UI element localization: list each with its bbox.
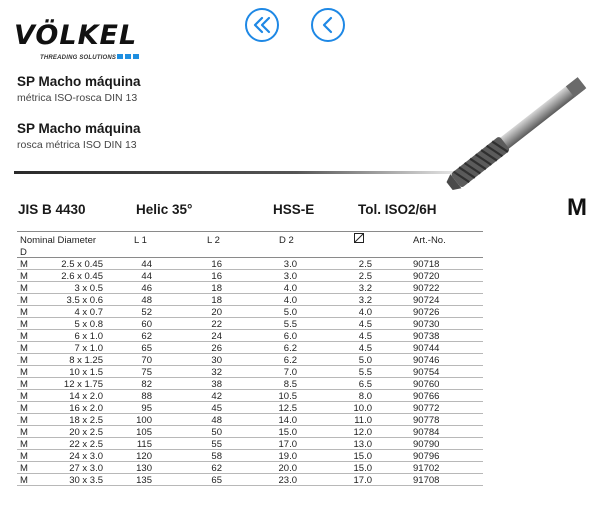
cell-size: 14 x 2.0 [69, 391, 103, 402]
header-d2: D 2 [279, 235, 294, 246]
cell-prefix: M [20, 319, 28, 330]
cell-art-no: 90772 [413, 403, 440, 414]
cell-square: 13.0 [353, 439, 372, 450]
cell-art-no: 90730 [413, 319, 440, 330]
cell-square: 2.5 [358, 271, 372, 282]
cell-d2: 6.2 [283, 343, 297, 354]
cell-l2: 16 [211, 271, 222, 282]
cell-prefix: M [20, 295, 28, 306]
cell-d2: 3.0 [283, 259, 297, 270]
cell-l1: 82 [141, 379, 152, 390]
cell-art-no: 90754 [413, 367, 440, 378]
cell-size: 16 x 2.0 [69, 403, 103, 414]
cell-art-no: 90720 [413, 271, 440, 282]
cell-size: 6 x 1.0 [74, 331, 103, 342]
cell-l1: 70 [141, 355, 152, 366]
cell-l1: 44 [141, 271, 152, 282]
header-l2: L 2 [207, 235, 220, 246]
cell-art-no: 91702 [413, 463, 440, 474]
cell-l1: 62 [141, 331, 152, 342]
cell-prefix: M [20, 475, 28, 486]
table-row [17, 462, 483, 474]
dimension-table [17, 231, 483, 486]
cell-d2: 6.2 [283, 355, 297, 366]
cell-prefix: M [20, 271, 28, 282]
cell-l1: 48 [141, 295, 152, 306]
product-title-alt: SP Macho máquina [17, 121, 141, 136]
cell-square: 15.0 [353, 463, 372, 474]
cell-size: 2.5 x 0.45 [61, 259, 103, 270]
cell-d2: 4.0 [283, 295, 297, 306]
cell-prefix: M [20, 259, 28, 270]
cell-prefix: M [20, 379, 28, 390]
previous-page-button[interactable] [311, 8, 345, 42]
cell-l1: 65 [141, 343, 152, 354]
cell-l2: 58 [211, 451, 222, 462]
cell-prefix: M [20, 451, 28, 462]
cell-art-no: 90790 [413, 439, 440, 450]
brand-logo [14, 18, 144, 68]
cell-d2: 19.0 [278, 451, 297, 462]
table-row [17, 450, 483, 462]
cell-l1: 95 [141, 403, 152, 414]
spec-material: HSS-E [273, 202, 315, 217]
cell-l1: 120 [136, 451, 152, 462]
cell-l2: 18 [211, 283, 222, 294]
cell-prefix: M [20, 391, 28, 402]
cell-art-no: 90746 [413, 355, 440, 366]
cell-l2: 38 [211, 379, 222, 390]
product-subtitle: métrica ISO-rosca DIN 13 [17, 92, 138, 104]
cell-size: 24 x 3.0 [69, 451, 103, 462]
cell-square: 11.0 [354, 415, 372, 426]
cell-l1: 100 [136, 415, 152, 426]
cell-l2: 22 [211, 319, 222, 330]
cell-d2: 14.0 [278, 415, 297, 426]
cell-d2: 8.5 [283, 379, 297, 390]
cell-art-no: 90722 [413, 283, 440, 294]
table-row [17, 426, 483, 438]
header-l1: L 1 [134, 235, 147, 246]
cell-l2: 32 [211, 367, 222, 378]
cell-l1: 60 [141, 319, 152, 330]
cell-prefix: M [20, 427, 28, 438]
cell-size: 30 x 3.5 [69, 475, 103, 486]
cell-size: 3.5 x 0.6 [66, 295, 103, 306]
cell-d2: 15.0 [278, 427, 297, 438]
cell-size: 20 x 2.5 [69, 427, 103, 438]
table-row [17, 270, 483, 282]
thread-type-label: M [567, 194, 587, 221]
cell-l2: 16 [211, 259, 222, 270]
cell-prefix: M [20, 331, 28, 342]
header-d: D [20, 247, 27, 258]
cell-art-no: 90778 [413, 415, 440, 426]
cell-l2: 45 [211, 403, 222, 414]
header-art-no: Art.-No. [413, 235, 446, 246]
cell-l2: 48 [211, 415, 222, 426]
cell-square: 4.0 [358, 307, 372, 318]
square-size-icon [354, 233, 364, 246]
cell-square: 4.5 [358, 319, 372, 330]
cell-square: 10.0 [353, 403, 372, 414]
table-row [17, 390, 483, 402]
cell-prefix: M [20, 367, 28, 378]
cell-l1: 88 [141, 391, 152, 402]
cell-d2: 4.0 [283, 283, 297, 294]
cell-square: 5.0 [358, 355, 372, 366]
cell-size: 3 x 0.5 [74, 283, 103, 294]
cell-prefix: M [20, 307, 28, 318]
cell-d2: 20.0 [278, 463, 297, 474]
cell-art-no: 90726 [413, 307, 440, 318]
machine-tap-image [430, 70, 600, 200]
table-row [17, 474, 483, 486]
table-row [17, 258, 483, 270]
table-row [17, 330, 483, 342]
cell-d2: 23.0 [278, 475, 297, 486]
table-row [17, 354, 483, 366]
cell-square: 4.5 [358, 343, 372, 354]
cell-size: 5 x 0.8 [74, 319, 103, 330]
cell-art-no: 90796 [413, 451, 440, 462]
cell-l2: 65 [211, 475, 222, 486]
cell-square: 6.5 [358, 379, 372, 390]
spec-standard: JIS B 4430 [18, 202, 86, 217]
cell-square: 8.0 [358, 391, 372, 402]
cell-l1: 44 [141, 259, 152, 270]
cell-prefix: M [20, 415, 28, 426]
cell-square: 5.5 [358, 367, 372, 378]
cell-art-no: 90718 [413, 259, 440, 270]
section-divider [14, 171, 484, 174]
cell-l1: 115 [136, 439, 152, 450]
cell-l2: 30 [211, 355, 222, 366]
table-row [17, 318, 483, 330]
cell-d2: 17.0 [278, 439, 297, 450]
cell-d2: 3.0 [283, 271, 297, 282]
cell-art-no: 90738 [413, 331, 440, 342]
cell-l2: 24 [211, 331, 222, 342]
table-row [17, 438, 483, 450]
table-row [17, 282, 483, 294]
cell-d2: 6.0 [283, 331, 297, 342]
cell-square: 4.5 [358, 331, 372, 342]
cell-prefix: M [20, 403, 28, 414]
table-row [17, 306, 483, 318]
cell-size: 22 x 2.5 [69, 439, 103, 450]
cell-l1: 75 [141, 367, 152, 378]
cell-l1: 52 [141, 307, 152, 318]
cell-size: 27 x 3.0 [69, 463, 103, 474]
cell-art-no: 90784 [413, 427, 440, 438]
product-subtitle-alt: rosca métrica ISO DIN 13 [17, 139, 137, 151]
cell-l2: 55 [211, 439, 222, 450]
cell-l1: 105 [136, 427, 152, 438]
cell-art-no: 90744 [413, 343, 440, 354]
cell-art-no: 90760 [413, 379, 440, 390]
table-header-sub [17, 246, 483, 258]
cell-l2: 20 [211, 307, 222, 318]
table-row [17, 294, 483, 306]
first-page-button[interactable] [245, 8, 279, 42]
header-nominal: Nominal Diameter [20, 235, 97, 246]
cell-l2: 26 [211, 343, 222, 354]
spec-helix: Helic 35° [136, 202, 193, 217]
cell-l1: 130 [136, 463, 152, 474]
cell-square: 3.2 [358, 283, 372, 294]
spec-tolerance: Tol. ISO2/6H [358, 202, 437, 217]
cell-d2: 5.5 [283, 319, 297, 330]
cell-size: 8 x 1.25 [69, 355, 103, 366]
cell-square: 12.0 [353, 427, 372, 438]
cell-size: 4 x 0.7 [74, 307, 103, 318]
cell-art-no: 91708 [413, 475, 440, 486]
cell-square: 17.0 [353, 475, 372, 486]
cell-d2: 12.5 [278, 403, 297, 414]
cell-prefix: M [20, 343, 28, 354]
cell-prefix: M [20, 283, 28, 294]
brand-dots-icon [117, 54, 139, 59]
cell-l2: 62 [211, 463, 222, 474]
cell-d2: 10.5 [278, 391, 297, 402]
table-row [17, 366, 483, 378]
table-row [17, 414, 483, 426]
cell-square: 15.0 [353, 451, 372, 462]
cell-l2: 50 [211, 427, 222, 438]
cell-prefix: M [20, 355, 28, 366]
cell-l1: 135 [136, 475, 152, 486]
cell-d2: 5.0 [283, 307, 297, 318]
cell-art-no: 90724 [413, 295, 440, 306]
cell-size: 2.6 x 0.45 [61, 271, 103, 282]
cell-square: 3.2 [358, 295, 372, 306]
cell-l2: 42 [211, 391, 222, 402]
chevron-left-icon [318, 15, 338, 35]
cell-size: 7 x 1.0 [74, 343, 103, 354]
brand-name: VÖLKEL [14, 20, 138, 51]
brand-tagline: THREADING SOLUTIONS [40, 55, 117, 61]
table-row [17, 402, 483, 414]
double-chevron-left-icon [252, 15, 272, 35]
cell-size: 10 x 1.5 [69, 367, 103, 378]
cell-d2: 7.0 [283, 367, 297, 378]
table-row [17, 378, 483, 390]
product-title: SP Macho máquina [17, 74, 141, 89]
table-header [17, 231, 483, 246]
cell-prefix: M [20, 439, 28, 450]
table-row [17, 342, 483, 354]
cell-size: 18 x 2.5 [69, 415, 103, 426]
cell-l2: 18 [211, 295, 222, 306]
cell-square: 2.5 [358, 259, 372, 270]
cell-art-no: 90766 [413, 391, 440, 402]
cell-l1: 46 [141, 283, 152, 294]
cell-prefix: M [20, 463, 28, 474]
cell-size: 12 x 1.75 [63, 379, 103, 390]
